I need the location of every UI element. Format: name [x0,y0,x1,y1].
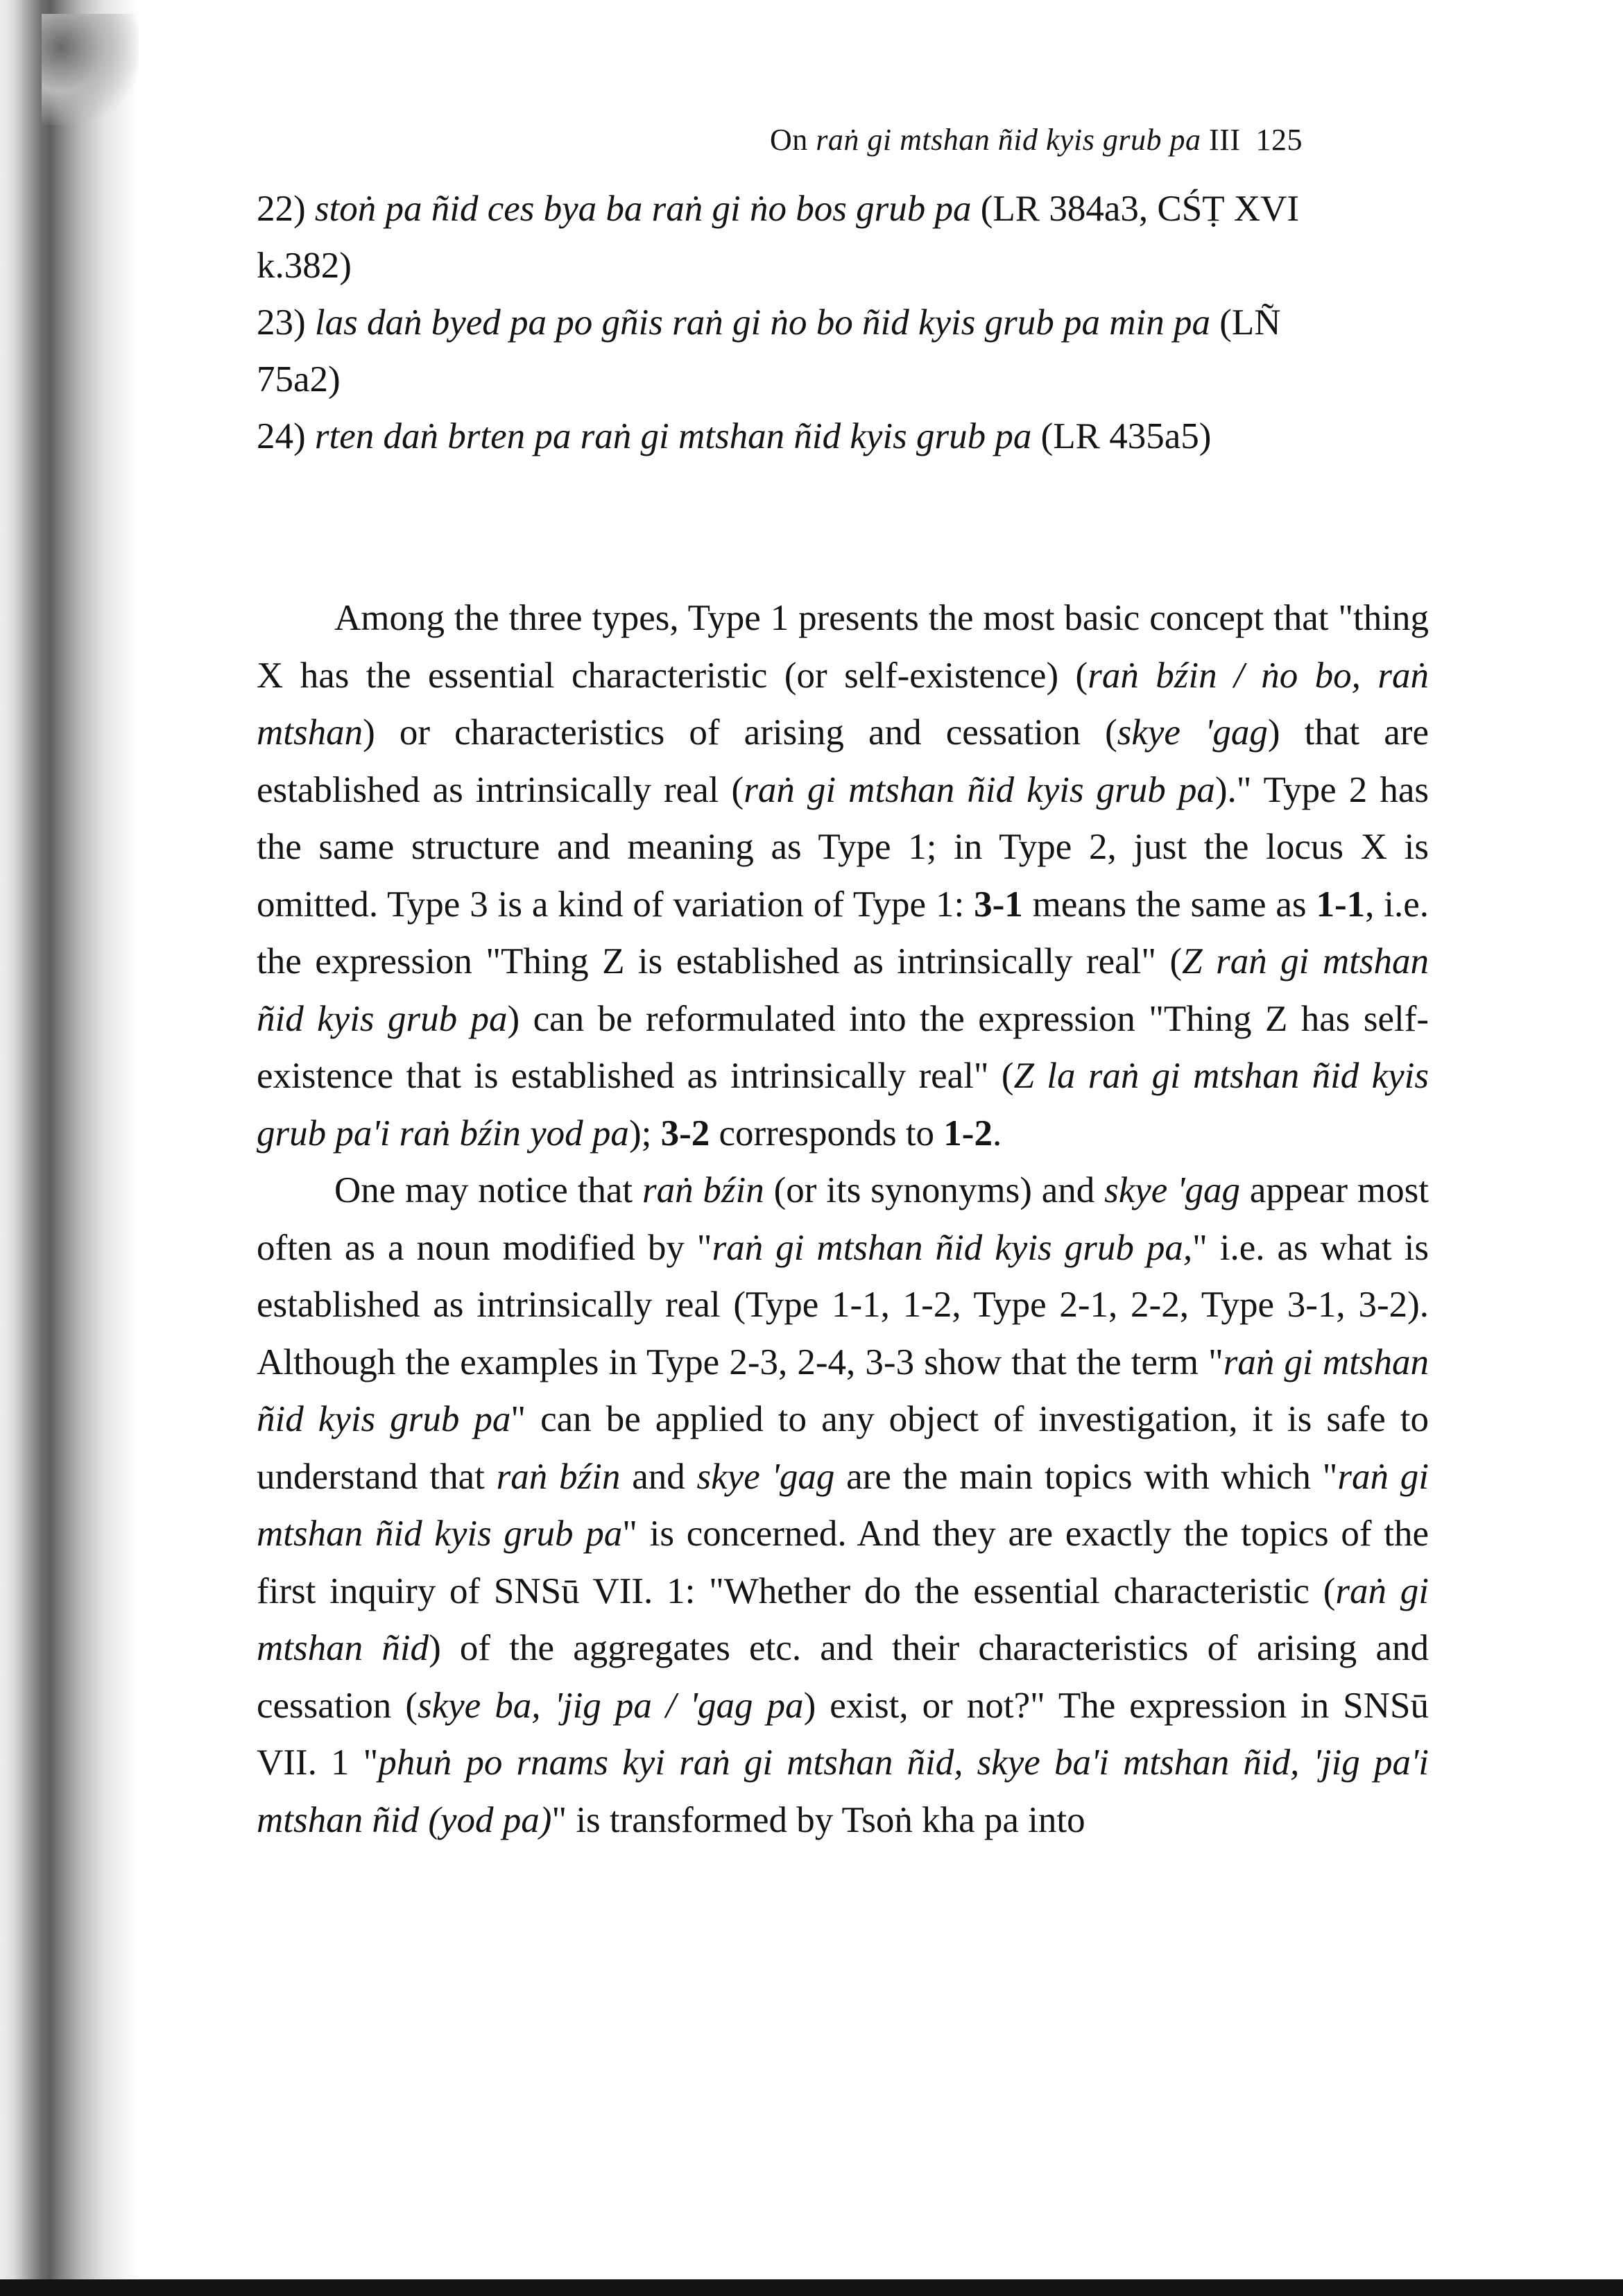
text-run: ) exist, or not?" The expression in SNSū VII. 1 " [257,1685,1429,1783]
example-23 [257,294,1429,408]
paragraph-2 [257,1162,1429,1849]
text-run: )." Type 2 has the same structure and meaning as Type 1; in Type 2, just the locus X is omitted. Type 3 is a kind of variation of Type 1: [257,769,1429,925]
example-22 [257,180,1429,294]
example-reference: (LR 384a3, CŚṬ XVI [971,189,1300,229]
text-run: " is transformed by Tsoṅ kha pa into [551,1799,1085,1840]
italic-term: raṅ bźin [496,1456,621,1497]
header-title: raṅ gi mtshan ñid kyis grub pa [816,123,1201,157]
text-run: are the main topics with which " [834,1456,1338,1497]
text-run: means the same as [1022,884,1316,925]
scan-bottom-edge [0,2279,1623,2296]
example-term: stoṅ pa ñid ces bya ba raṅ gi ṅo bos grub pa [314,189,972,229]
italic-term: skye 'gag [1117,712,1268,753]
text-run: " is concerned. And they are exactly the topics of the first inquiry of SNSū VII. 1: "Whether do the essential characteristic ( [257,1514,1429,1611]
header-prefix: On [770,123,816,157]
text-run: (or its synonyms) and [764,1170,1105,1210]
italic-term: raṅ gi mtshan ñid kyis grub pa [257,1456,1429,1554]
italic-term: raṅ gi mtshan ñid kyis grub pa [257,1342,1429,1439]
example-reference-cont: 75a2) [257,359,341,400]
text-run: , i.e. the expression "Thing Z is established as intrinsically real" ( [257,884,1429,982]
example-number: 23) [257,302,306,343]
italic-term: phuṅ po rnams kyi raṅ gi mtshan ñid, skye ba'i mtshan ñid, 'jig pa'i mtshan ñid (yod pa) [257,1742,1429,1840]
italic-term: raṅ gi mtshan ñid [257,1570,1429,1668]
body-text [257,590,1429,1849]
text-run: " i.e. as what is established as intrinsically real (Type 1-1, 1-2, Type 2-1, 2-2, Type 3-1, 3-2). Although the examples in Type 2-3, 2-4, 3-3 show that the term " [257,1227,1429,1382]
example-list [257,180,1429,465]
text-run: ) that are established as intrinsically real ( [257,712,1429,810]
page-number: 125 [1255,123,1303,157]
italic-term: Z raṅ gi mtshan ñid kyis grub pa [257,941,1429,1039]
text-run: corresponds to [710,1113,944,1154]
text-run: . [992,1113,1002,1154]
bold-label: 3-1 [974,884,1023,925]
text-run: One may notice that [334,1170,642,1210]
italic-term: raṅ bźin [642,1170,764,1210]
italic-term: raṅ bźin / ṅo bo, raṅ mtshan [257,655,1429,753]
book-spine-shadow [0,0,139,2296]
text-run: ) of the aggregates etc. and their characteristics of arising and cessation ( [257,1628,1429,1726]
example-24 [257,408,1429,465]
italic-term: skye ba, 'jig pa / 'gag pa [417,1685,804,1726]
example-number: 24) [257,416,306,456]
header-roman-numeral: III [1201,123,1241,157]
text-run: ) or characteristics of arising and cessation ( [363,712,1117,753]
bold-label: 3-2 [660,1113,710,1154]
example-term: rten daṅ brten pa raṅ gi mtshan ñid kyis grub pa [314,416,1032,456]
bold-label: 1-1 [1316,884,1366,925]
text-run: ) can be reformulated into the expression "Thing Z has self-existence that is established as intrinsically real" ( [257,998,1429,1096]
text-run: ); [628,1113,661,1154]
example-reference-cont: k.382) [257,246,352,286]
text-run: Among the three types, Type 1 presents the most basic concept that "thing X has the essential characteristic (or self-existence) ( [257,598,1429,696]
text-run: " can be applied to any object of investigation, it is safe to understand that [257,1399,1429,1497]
text-run: appear most often as a noun modified by " [257,1170,1429,1268]
italic-term: Z la raṅ gi mtshan ñid kyis grub pa'i raṅ bźin yod pa [257,1056,1429,1154]
example-term: las daṅ byed pa po gñis raṅ gi ṅo bo ñid kyis grub pa min pa [314,302,1211,343]
italic-term: skye 'gag [696,1456,835,1497]
italic-term: raṅ gi mtshan ñid kyis grub pa, [712,1227,1193,1268]
paragraph-1 [257,590,1429,1162]
example-reference: (LÑ [1210,302,1281,343]
italic-term: raṅ gi mtshan ñid kyis grub pa [744,769,1215,810]
running-header [770,119,1394,161]
italic-term: skye 'gag [1104,1170,1240,1210]
bold-label: 1-2 [943,1113,993,1154]
text-run: and [620,1456,697,1497]
example-reference: (LR 435a5) [1031,416,1212,456]
scan-corner-shadow [42,14,139,125]
example-number: 22) [257,189,306,229]
